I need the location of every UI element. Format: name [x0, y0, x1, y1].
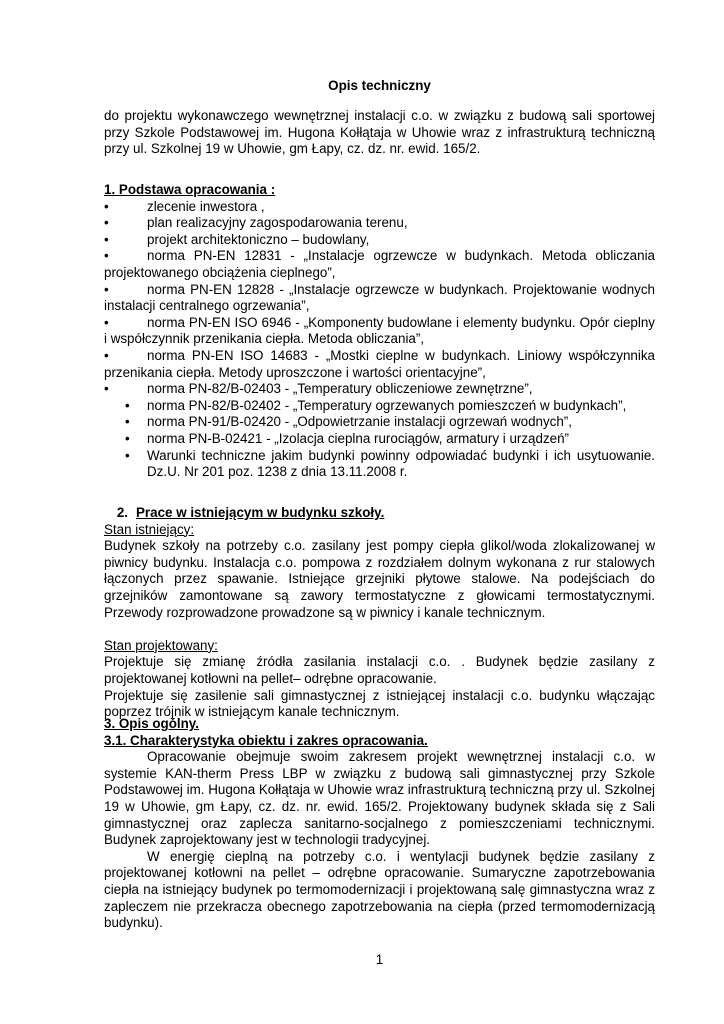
section-3-paragraph-1: Opracowanie obejmuje swoim zakresem projekt wewnętrznej instalacji c.o. w systemie KAN-therm Press LBP w związku z budową sali gimnastycznej przy Szkole Podstawowej im. Hugona Kołłątaja w Uhowie wraz infrastrukturą techniczną przy ul. Szkolnej 19 w Uhowie, gm Łapy, cz. dz. nr. ewid. 165/2. Projektowany budynek składa się z Sali gimnastycznej oraz zaplecza sanitarno-socjalnego z pomieszczeniami technicznymi. Budynek zaprojektowany jest w technologii tradycyjnej.	[104, 749, 655, 848]
list-item: • projekt architektoniczno – budowlany,	[104, 231, 370, 247]
designed-state-label: Stan projektowany:	[104, 637, 218, 653]
page-number: 1	[375, 952, 384, 967]
list-item: • norma PN-82/B-02403 - „Temperatury obliczeniowe zewnętrzne”,	[104, 381, 533, 397]
bullet-icon: •	[104, 248, 109, 264]
section-1-heading: 1. Podstawa opracowania :	[104, 182, 276, 197]
list-item: • plan realizacyjny zagospodarowania terenu,	[104, 215, 408, 231]
list-item: • norma PN-EN ISO 14683 - „Mostki cieplne w budynkach. Liniowy współczynnika przenikania ciepła. Metody uproszczone i wartości orientacyjne”,	[104, 347, 655, 380]
section-3-paragraph-2: W energię cieplną na potrzeby c.o. i wentylacji budynek będzie zasilany z projektowanej kotłowni na pellet – odrębne opracowanie. Sumaryczne zapotrzebowania ciepła na istniejący budynek po termomodernizacji i projektowaną salę gimnastyczna wraz z zapleczem nie przekracza obecnego zapotrzebowania na ciepła (przed termomodernizacją budynku).	[104, 848, 655, 931]
section-2-heading: 2. Prace w istniejącym w budynku szkoły.	[116, 505, 385, 520]
bullet-icon: •	[104, 381, 109, 397]
list-item: • norma PN-EN 12831 - „Instalacje ogrzewcze w budynkach. Metoda obliczania projektowanego obciążenia cieplnego”,	[104, 248, 655, 280]
list-item: • norma PN-EN ISO 6946 - „Komponenty budowlane i elementy budynku. Opór cieplny i współczynnik przenikania ciepła. Metoda obliczania”,	[104, 314, 655, 347]
designed-state-text-2: Projektuje się zasilenie sali gimnastycznej z istniejącej instalacji c.o. budynku włączając poprzez trójnik w istniejącym kanale technicznym.	[104, 687, 655, 720]
bullet-icon: •	[104, 314, 109, 330]
basis-list	[104, 199, 655, 398]
bullet-icon: •	[125, 430, 130, 446]
list-item: • norma PN-91/B-02420 - „Odpowietrzanie instalacji ogrzewań wodnych”,	[125, 414, 572, 430]
list-item: • norma PN-EN 12828 - „Instalacje ogrzewcze w budynkach. Projektowanie wodnych instalacji centralnego ogrzewania”,	[104, 281, 655, 314]
list-item: • zlecenie inwestora ,	[104, 198, 265, 214]
bullet-icon: •	[104, 347, 109, 363]
section-3-heading: 3. Opis ogólny.	[104, 716, 199, 731]
intro-paragraph: do projektu wykonawczego wewnętrznej instalacji c.o. w związku z budową sali sportowej przy Szkole Podstawowej im. Hugona Kołłątaja w Uhowie wraz z infrastrukturą techniczną przy ul. Szkolnej 19 w Uhowie, gm Łapy, cz. dz. nr. ewid. 165/2.	[104, 108, 655, 157]
bullet-icon: •	[125, 414, 130, 430]
bullet-icon: •	[125, 397, 130, 413]
existing-state-text: Budynek szkoły na potrzeby c.o. zasilany jest pompy ciepła glikol/woda zlokalizowanej w piwnicy budynku. Instalacja c.o. pompowa z rozdziałem dolnym wykonana z rur stalowych łączonych przez spawanie. Istniejące grzejniki płytowe stalowe. Na podejściach do grzejników zamontowane są zawory termostatyczne z głowicami termostatycznymi. Przewody rozprowadzone prowadzone są w piwnicy i kanale technicznym.	[104, 538, 655, 620]
section-3-1-heading: 3.1. Charakterystyka obiektu i zakres opracowania.	[104, 732, 428, 748]
section-1	[104, 182, 655, 481]
section-2	[104, 505, 655, 721]
designed-state-text-1: Projektuje się zmianę źródła zasilania instalacji c.o. . Budynek będzie zasilany z projektowanej kotłowni na pellet– odrębne opracowanie.	[104, 654, 655, 686]
document-title: Opis techniczny	[328, 78, 431, 93]
bullet-icon: •	[104, 231, 109, 247]
bullet-icon: •	[104, 198, 109, 214]
list-item: • norma PN-B-02421 - „Izolacja cieplna rurociągów, armatury i urządzeń”	[125, 430, 569, 446]
bullet-icon: •	[104, 281, 109, 297]
basis-sublist	[104, 398, 655, 481]
bullet-icon: •	[125, 447, 130, 463]
section-3	[104, 716, 655, 932]
list-item: • norma PN-82/B-02402 - „Temperatury ogrzewanych pomieszczeń w budynkach”,	[125, 397, 627, 413]
list-item: • Warunki techniczne jakim budynki powinny odpowiadać budynki i ich usytuowanie. Dz.U. Nr 201 poz. 1238 z dnia 13.11.2008 r.	[125, 447, 655, 480]
existing-state-label: Stan istniejący:	[104, 521, 195, 537]
bullet-icon: •	[104, 215, 109, 231]
